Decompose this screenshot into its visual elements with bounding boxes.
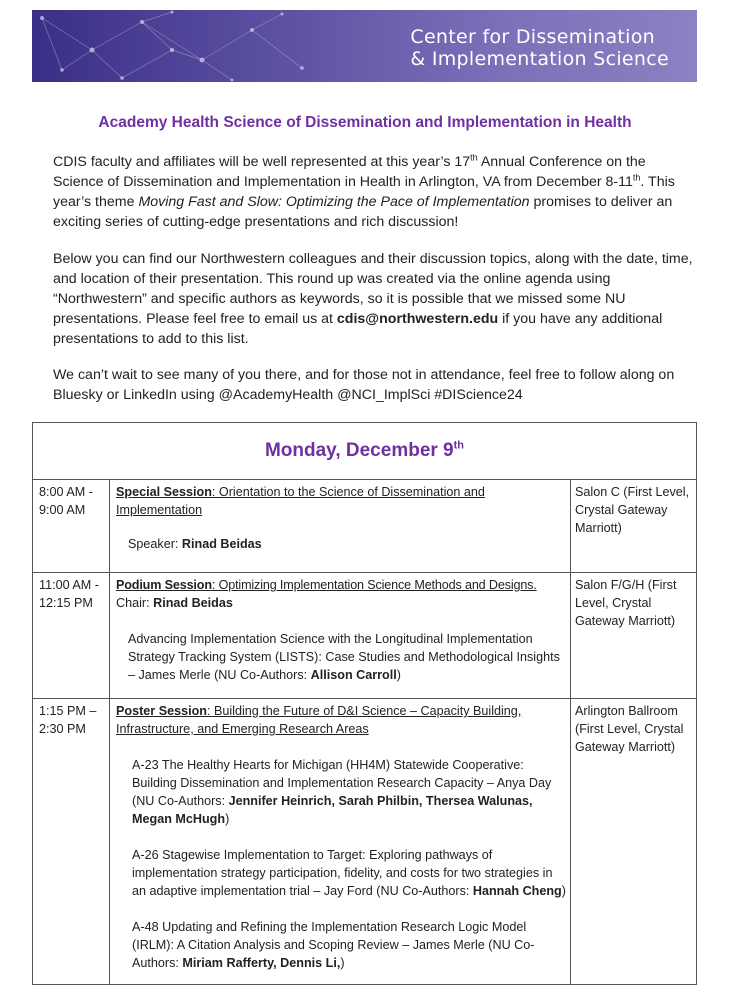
session-location: Salon F/G/H (First Level, Crystal Gateway Marriott) <box>575 578 677 628</box>
intro-paragraph-3: We can’t wait to see many of you there, and for those not in attendance, feel free to follow along on Bluesky or LinkedIn using @AcademyHealth @NCI_ImplSci #DIScience24 <box>53 367 675 403</box>
talk-entry: Advancing Implementation Science with the Longitudinal Implementation Strategy Tracking System (LISTS): Case Studies and Methodological Insights – James Merle (NU Co-Authors: Allison Carroll) <box>128 632 560 682</box>
page-title: Academy Health Science of Dissemination and Implementation in Health <box>98 114 632 131</box>
banner-line-2: & Implementation Science <box>410 48 669 70</box>
poster-entry: A-23 The Healthy Hearts for Michigan (HH4M) Statewide Cooperative: Building Dissemination and Implementation Research Capacity – Anya Day (NU Co-Authors: Jennifer Heinrich, Sarah Philbin, Thersea Walunas, Megan McHugh) <box>132 758 552 826</box>
schedule-table <box>32 422 697 985</box>
network-graphic-icon <box>32 10 332 82</box>
poster-entry: A-26 Stagewise Implementation to Target: Exploring pathways of implementation strategy participation, fidelity, and costs for two strategies in an adaptive implementation trial – Jay Ford (NU Co-Authors: Hannah Cheng) <box>132 848 566 898</box>
session-details <box>110 480 571 572</box>
intro-paragraph-1: CDIS faculty and affiliates will be well represented at this year’s 17th Annual Conference on the Science of Dissemination and Implementation in Health in Arlington, VA from December 8-11th. This year’s theme Moving Fast and Slow: Optimizing the Pace of Implementation promises to deliver an exciting series of cutting-edge presentations and rich discussion! <box>53 152 675 230</box>
schedule-row <box>33 573 696 699</box>
day-heading: Monday, December 9th <box>33 423 696 480</box>
header-banner <box>32 10 697 82</box>
banner-title <box>410 26 669 70</box>
chair-name: Rinad Beidas <box>153 596 233 610</box>
session-details <box>110 699 571 985</box>
session-location: Arlington Ballroom (First Level, Crystal Gateway Marriott) <box>575 704 684 754</box>
chair-line: Chair: Rinad Beidas <box>116 596 233 610</box>
banner-line-1: Center for Dissemination <box>410 26 655 48</box>
session-details <box>110 573 571 698</box>
session-heading: Podium Session: Optimizing Implementation Science Methods and Designs. <box>116 578 537 592</box>
session-heading: Special Session: Orientation to the Science of Dissemination and Implementation <box>116 485 485 517</box>
session-time: 8:00 AM - 9:00 AM <box>33 480 110 572</box>
poster-entry: A-48 Updating and Refining the Implementation Research Logic Model (IRLM): A Citation Analysis and Scoping Review – James Merle (NU Co-Authors: Miriam Rafferty, Dennis Li,) <box>132 920 535 970</box>
intro-paragraph-2: Below you can find our Northwestern colleagues and their discussion topics, along with the date, time, and location of their presentation. This round up was created via the online agenda using “Northwestern” and specific authors as keywords, so it is possible that we missed some NU presentations. Please feel free to email us at cdis@northwestern.edu if you have any additional presentations to add to this list. <box>53 251 693 347</box>
email-link[interactable]: cdis@northwestern.edu <box>336 311 499 327</box>
speaker-name: Rinad Beidas <box>181 537 262 551</box>
session-time: 1:15 PM – 2:30 PM <box>33 699 110 985</box>
schedule-row <box>33 699 696 985</box>
session-heading: Poster Session: Building the Future of D&I Science – Capacity Building, Infrastructure, and Emerging Research Areas <box>116 704 522 736</box>
session-location: Salon C (First Level, Crystal Gateway Marriott) <box>575 485 690 535</box>
conference-theme: Moving Fast and Slow: Optimizing the Pace of Implementation <box>138 194 530 210</box>
schedule-row <box>33 480 696 573</box>
session-time: 11:00 AM - 12:15 PM <box>33 573 110 698</box>
speaker-line: Speaker: Rinad Beidas <box>128 537 262 551</box>
